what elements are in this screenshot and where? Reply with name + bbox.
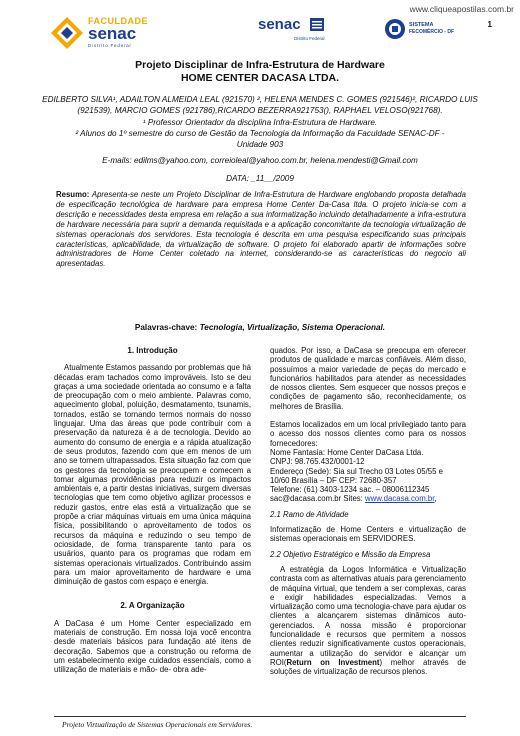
author-note-2b: Unidade 903 bbox=[236, 140, 284, 150]
sistema-logo-line2: FECOMÉRCIO - DF bbox=[409, 29, 454, 35]
left-column bbox=[54, 346, 251, 675]
authors-line2: (921539), MARCIO GOMES (921786),RICARDO BEZERRA921753(), RAPHAEL VELOSO(921768). bbox=[77, 106, 443, 116]
subsection-2-2-text-b: ) melhor através de soluções de virtualização de recursos plenos. bbox=[270, 657, 466, 677]
subsection-2-2-text-a: A estratégia da Logos Informática e Virtualização contrasta com as alternativas atuais para gerenciamento de máquina virtual, que tendem a ser complexas, caras e exigir habilidades especializadas. Vemos a virtualização como uma tecnologia-chave para ajudar os clientes a alcançarem sistemas dinâmicos auto-gerenciados. A nossa missão é proporcionar funcionalidade e recursos que permitem a nossos clientes reduzir significativamente custos operacionais, aumentar a utilização do servidor e alcançar um ROI( bbox=[270, 564, 466, 667]
sac-prefix: sac@dacasa.com.br Sites: bbox=[270, 494, 366, 504]
author-notes bbox=[40, 117, 480, 151]
author-note-1: ¹ Professor Orientador da disciplina Infra-Estrutura de Hardware. bbox=[142, 118, 378, 127]
authors bbox=[40, 94, 480, 116]
subsection-2-1-text: Informatização de Home Centers e virtualização de sistemas operacionais em SERVIDORES. bbox=[270, 525, 466, 544]
keywords bbox=[0, 323, 520, 332]
section-heading-organizacao: 2. A Organização bbox=[120, 601, 185, 611]
emails: E-mails: edilms@yahoo.com, correioleal@yahoo.com.br, helena.mendesti@Gmail.com bbox=[102, 156, 418, 165]
fantasy-name: Nome Fantasia: Home Center DaCasa Ltda. bbox=[270, 447, 424, 457]
authors-line1: EDILBERTO SILVA¹, ADAILTON ALMEIDA LEAL (921570) ², HELENA MENDES C. GOMES (921546)², RICARDO LUIS bbox=[42, 95, 478, 104]
footer-divider bbox=[54, 716, 466, 717]
abstract bbox=[56, 190, 466, 269]
keywords-text: Tecnologia, Virtualização, Sistema Operacional. bbox=[199, 323, 386, 332]
senac-logo-word: senac bbox=[258, 16, 301, 33]
keywords-label: Palavras-chave: bbox=[134, 323, 198, 332]
faculdade-logo-line1: FACULDADE bbox=[88, 16, 148, 26]
senac-logo-mark bbox=[310, 18, 324, 31]
right-paragraph-2: Estamos localizados em um local privilegiado tanto para o acesso dos nossos clientes como para os nossos fornecedores: bbox=[270, 420, 466, 448]
subsection-2-2-text bbox=[270, 565, 466, 677]
footer-text: Projeto Virtualização de Sistemas Operacionais em Servidores. bbox=[62, 720, 253, 729]
fecomercio-badge-icon bbox=[384, 18, 406, 40]
senac-logo bbox=[258, 16, 338, 50]
date: DATA: _11__/2009 bbox=[226, 174, 294, 183]
right-column bbox=[270, 346, 466, 677]
paper-subtitle: HOME CENTER DACASA LTDA. bbox=[180, 72, 340, 84]
section-heading-introducao: 1. Introdução bbox=[127, 346, 178, 355]
sac-line bbox=[270, 494, 466, 503]
address-line-1: Endereço (Sede): Sia sul Trecho 03 Lotes 05/55 e bbox=[270, 466, 443, 476]
cnpj: CNPJ: 98.765.432/0001-12 bbox=[270, 457, 365, 467]
phone: Telefone: (61) 3403-1234 sac. – 08006112345 bbox=[270, 485, 430, 495]
subsection-heading-2-2: 2.2 Objetivo Estratégico e Missão da Empresa bbox=[270, 549, 431, 559]
page-number: 1 bbox=[487, 20, 492, 29]
faculdade-logo-line3: Distrito Federal bbox=[88, 43, 132, 48]
right-paragraph-1: quados. Por isso, a DaCasa se preocupa em oferecer produtos de qualidade e marcas confiáveis. Além disso, possuímos a maior variedade de peças do mercado e funcionários habilitados para atender as necessidades de nossos clientes. Sem esquecer que nossos preços e condições de pagamento são, reconhecidamente, os melhores de Brasília. bbox=[270, 346, 466, 411]
senac-logo-subtitle: Distrito Federal bbox=[294, 36, 325, 41]
faculdade-senac-logo bbox=[50, 14, 160, 54]
site-link[interactable]: www.dacasa.com.br bbox=[365, 494, 435, 504]
author-note-2a: ² Alunos do 1º semestre do curso de Gestão da Tecnologia da Informação da Faculdade SENAC-DF - bbox=[75, 129, 445, 139]
address-line-2: 10/60 Brasília – DF CEP: 72680-357 bbox=[270, 475, 397, 485]
site-suffix: , bbox=[434, 494, 437, 504]
subsection-heading-2-1: 2.1 Ramo de Atividade bbox=[270, 509, 349, 519]
site-url[interactable]: www.cliqueapostilas.com.br bbox=[409, 4, 514, 14]
roi-term: Return on Investment bbox=[286, 657, 380, 667]
sistema-logo-line1: SISTEMA bbox=[409, 22, 434, 28]
abstract-text: Apresenta-se neste um Projeto Disciplinar de Infra-Estrutura de Hardware englobando proposta detalhada de especificação tecnológica de hardware para empresa Home Center Da-Casa ltda. O projeto inicia-se com a descrição e necessidades desta empresa em relação a sua informatização incluindo detalhadamente a infra-estrutura de hardware necessária para suprir a demanda requisitada e a aplicação concomitante da tecnologia virtualização de sistemas operacionais dos servidores. Esta tecnologia é descrita em uma pesquisa especificando suas principais características, aplicabilidade, da virtualização de software. O projeto foi elaborado apartir de informações sobre administradores de Home Center coletado na internet, considerando-se as características do negocio ali apresentadas. bbox=[56, 190, 466, 269]
paper-title: Projeto Disciplinar de Infra-Estrutura de Hardware bbox=[135, 59, 385, 71]
faculdade-logo-line2: senac bbox=[88, 24, 137, 43]
sistema-fecomercio-logo bbox=[384, 18, 464, 48]
org-paragraph: A DaCasa é um Home Center especializado em materiais de construção. Em nossa loja você encontra desde materiais básicos para fundação até itens de decoração. Sabemos que a construção ou reforma de um estabelecimento exige cuidados essenciais, como a utilização de materiais e mão- de- obra ade- bbox=[54, 618, 251, 675]
abstract-label: Resumo: bbox=[56, 190, 90, 199]
intro-paragraph: Atualmente Estamos passando por problemas que há décadas eram tachados como improváveis. Isto se deu graças a uma sociedade orientada ao consumo e a falta de preocupação com o meio ambiente. Palavras como, aquecimento global, poluição, desmatamento, tsunamis, tornados, estão se tornando termos normais do nosso linguajar. Uma das áreas que pode contribuir com a preservação da natureza é a de tecnologia. Devido ao aumento do consumo de energia e a rápida atualização de seus produtos, fazendo com que em menos de um ano se tornem ultrapassados. Esta situação faz com que os gestores da tecnologia se preocupem e comecem a tomar algumas providências para reduzir os impactos ambientais e, a partir destas iniciativas, surgem diversas tecnologias que tem como objetivo agilizar processos e reduzir gastos, entre elas está a virtualização que se propõe a criar máquinas virtuais em uma única máquina física, possibilitando o aproveitamento de todos os recursos da máquina e reduzindo o seu tempo de ociosidade, de forma transparente tanto para os usuários, quanto para os programas que rodam em sistemas operacionais virtualizados. Contribuindo assim para um maior aproveitamento de hardware e uma diminuição de gastos com espaço e energia. bbox=[54, 363, 251, 587]
faculdade-logo-mark bbox=[50, 16, 84, 50]
